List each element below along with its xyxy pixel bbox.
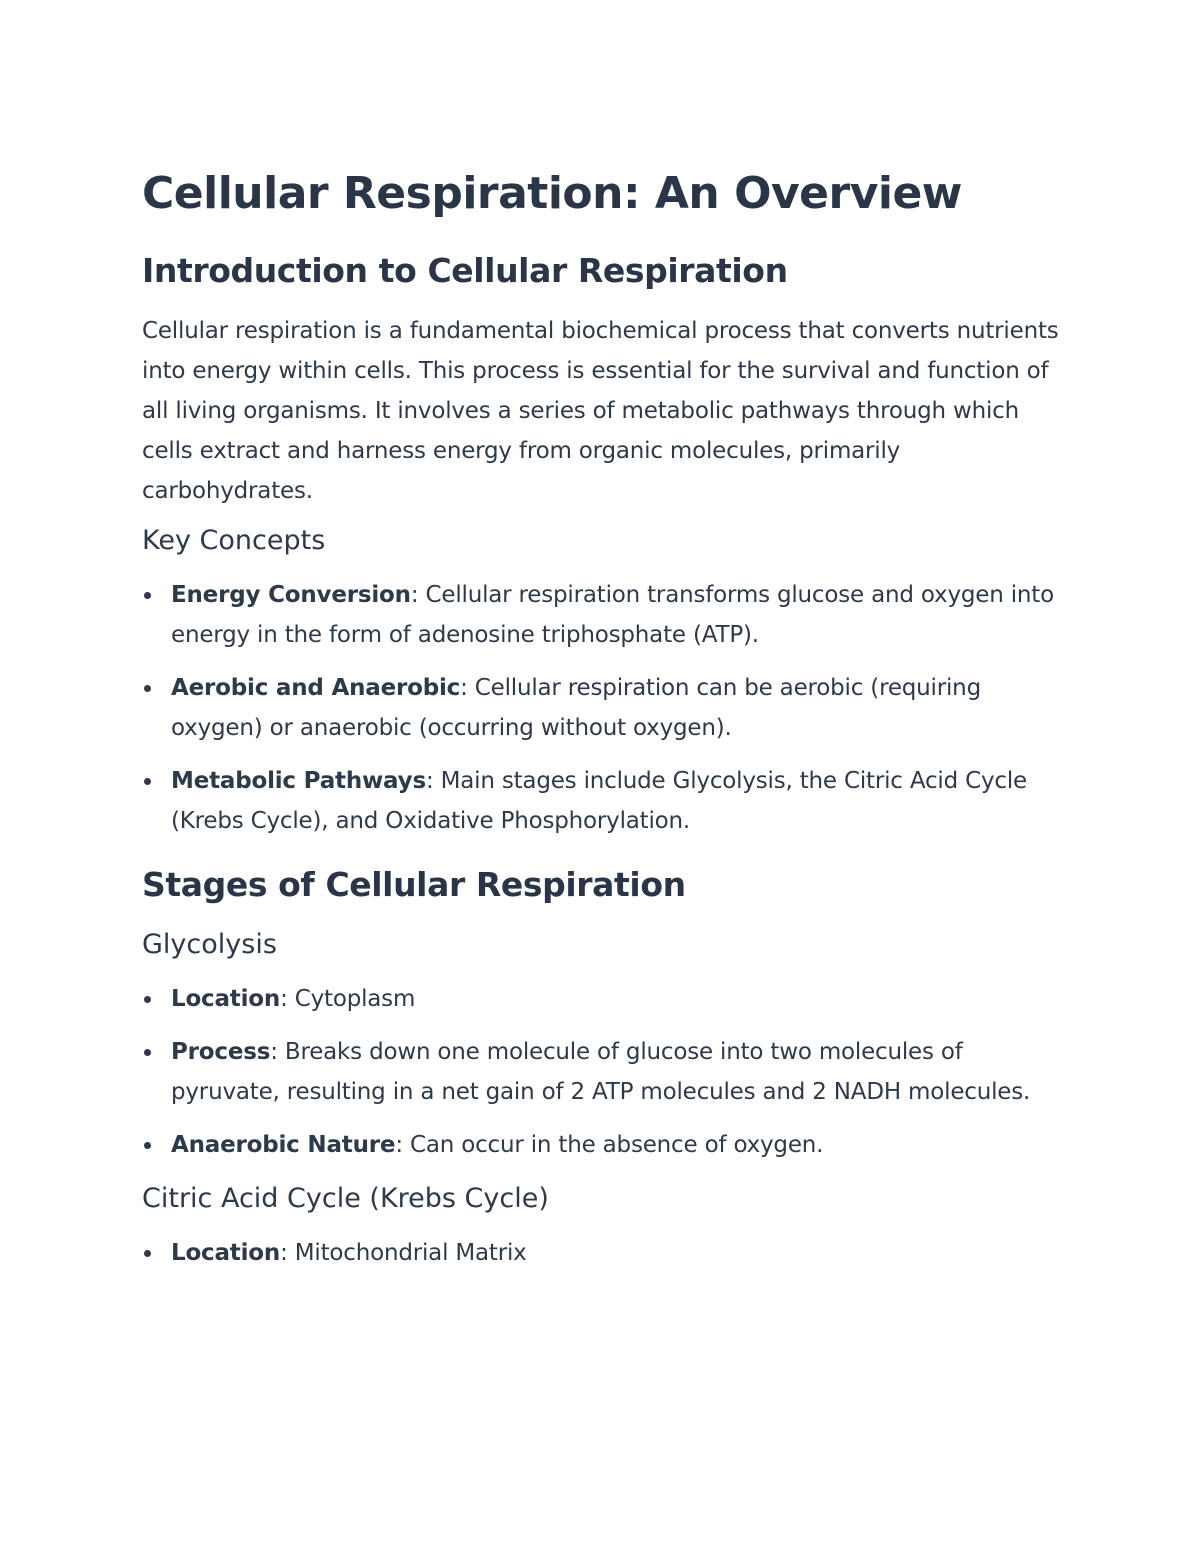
list-item	[142, 1233, 1062, 1273]
list-item	[142, 575, 1062, 655]
glycolysis-heading: Glycolysis	[142, 929, 277, 960]
intro-section	[142, 249, 1062, 841]
document-title: Cellular Respiration: An Overview	[142, 168, 962, 219]
list-item-text: : Main stages include Glycolysis, the Citric Acid Cycle (Krebs Cycle), and Oxidative Phosphorylation.	[171, 768, 1027, 834]
list-item-term: Location	[171, 1240, 281, 1266]
list-item	[142, 1032, 1062, 1112]
list-item-text: : Cellular respiration can be aerobic (requiring oxygen) or anaerobic (occurring without oxygen).	[171, 675, 981, 741]
list-item-text: : Breaks down one molecule of glucose into two molecules of pyruvate, resulting in a net gain of 2 ATP molecules and 2 NADH molecules.	[171, 1039, 1031, 1105]
list-item-term: Aerobic and Anaerobic	[171, 675, 461, 701]
list-item	[142, 1125, 1062, 1165]
list-item-text: : Can occur in the absence of oxygen.	[395, 1132, 824, 1158]
list-item	[142, 668, 1062, 748]
list-item	[142, 761, 1062, 841]
glycolysis-list	[142, 979, 1062, 1165]
bullet-icon	[144, 592, 151, 599]
bullet-icon	[144, 685, 151, 692]
key-concepts-heading: Key Concepts	[142, 525, 326, 556]
list-item-term: Process	[171, 1039, 271, 1065]
intro-paragraph: Cellular respiration is a fundamental biochemical process that converts nutrients into energy within cells. This process is essential for the survival and function of all living organisms. It involves a series of metabolic pathways through which cells extract and harness energy from organic molecules, primarily carbohydrates.	[142, 318, 1059, 504]
bullet-icon	[144, 778, 151, 785]
list-item-term: Location	[171, 986, 281, 1012]
list-item-text: : Cytoplasm	[280, 986, 416, 1012]
citric-acid-heading: Citric Acid Cycle (Krebs Cycle)	[142, 1183, 549, 1214]
intro-heading: Introduction to Cellular Respiration	[142, 251, 788, 290]
list-item-term: Anaerobic Nature	[171, 1132, 396, 1158]
list-item-term: Metabolic Pathways	[171, 768, 426, 794]
citric-acid-list	[142, 1233, 1062, 1273]
key-concepts-list	[142, 575, 1062, 841]
list-item-term: Energy Conversion	[171, 582, 411, 608]
list-item	[142, 979, 1062, 1019]
bullet-icon	[144, 996, 151, 1003]
list-item-text: : Cellular respiration transforms glucose and oxygen into energy in the form of adenosine triphosphate (ATP).	[171, 582, 1054, 648]
bullet-icon	[144, 1049, 151, 1056]
stages-heading: Stages of Cellular Respiration	[142, 865, 686, 904]
bullet-icon	[144, 1250, 151, 1257]
bullet-icon	[144, 1142, 151, 1149]
list-item-text: : Mitochondrial Matrix	[280, 1240, 527, 1266]
document-page	[142, 165, 1062, 1287]
stages-section	[142, 863, 1062, 1273]
